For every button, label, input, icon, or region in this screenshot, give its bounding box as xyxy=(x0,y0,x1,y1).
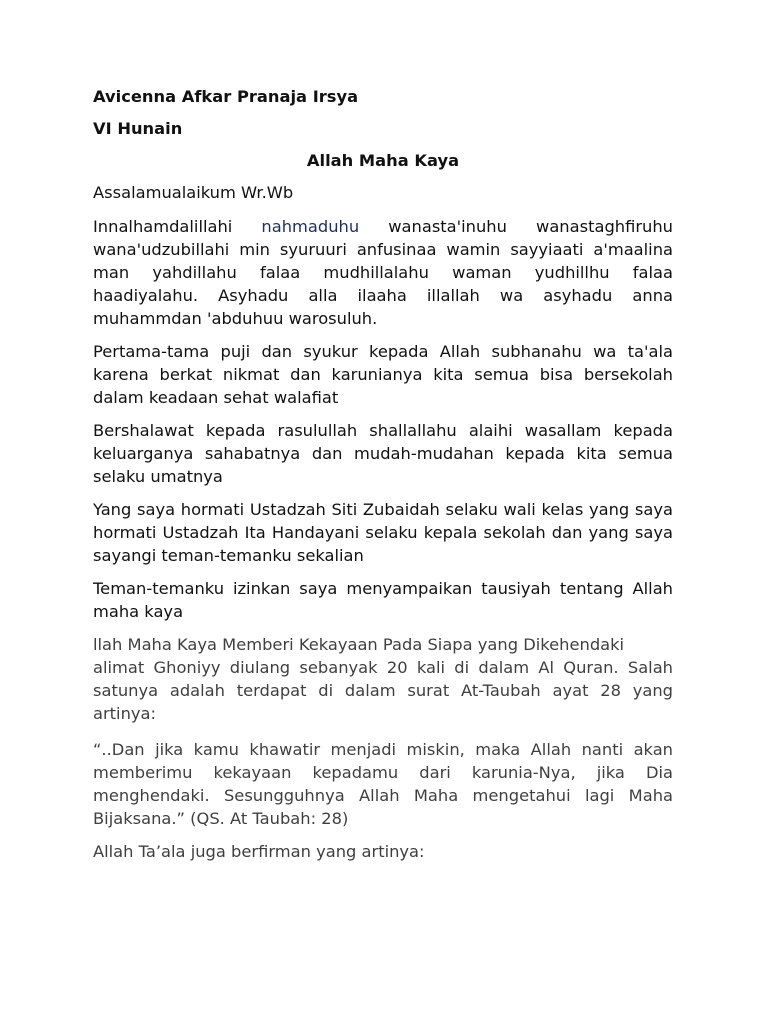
paragraph-shalawat: Bershalawat kepada rasulullah shallallahu alaihi wasallam kepada keluarganya sahabatnya dan mudah-mudahan kepada kita semua selaku umatnya xyxy=(93,421,673,486)
subheading: llah Maha Kaya Memberi Kekayaan Pada Siapa yang Dikehendaki xyxy=(93,635,625,654)
greeting: Assalamualaikum Wr.Wb xyxy=(93,183,294,202)
opening-paragraph xyxy=(93,215,673,330)
opening-text-1: Innalhamdalillahi xyxy=(93,217,262,236)
author-name: Avicenna Afkar Pranaja Irsya xyxy=(93,87,359,106)
paragraph-praise: Pertama-tama puji dan syukur kepada Allah subhanahu wa ta'ala karena berkat nikmat dan karunianya kita semua bisa bersekolah dalam keadaan sehat walafiat xyxy=(93,342,673,407)
section-block xyxy=(93,633,673,725)
paragraph-respect: Yang saya hormati Ustadzah Siti Zubaidah selaku wali kelas yang saya hormati Ustadzah Ita Handayani selaku kepala sekolah dan yang saya sayangi teman-temanku sekalian xyxy=(93,500,673,565)
page-title: Allah Maha Kaya xyxy=(306,151,460,170)
paragraph-intro: Teman-temanku izinkan saya menyampaikan tausiyah tentang Allah maha kaya xyxy=(93,579,673,621)
quote: “..Dan jika kamu khawatir menjadi miskin, maka Allah nanti akan memberimu kekayaan kepadamu dari karunia-Nya, jika Dia menghendaki. Sesungguhnya Allah Maha mengetahui lagi Maha Bijaksana.” (QS. At Taubah: 28) xyxy=(93,740,673,828)
opening-text-2: wanasta'inuhu wanastaghfiruhu wana'udzubillahi min syuruuri anfusinaa wamin sayyiaati a'maalina man yahdillahu falaa mudhillalahu waman yudhillhu falaa haadiyalahu. Asyhadu alla ilaaha illallah wa asyhadu anna muhammdan 'abduhuu warosuluh. xyxy=(93,217,673,328)
document-body xyxy=(93,85,673,863)
closing-line: Allah Ta’ala juga berfirman yang artinya: xyxy=(93,842,425,861)
class-name: VI Hunain xyxy=(93,119,183,138)
opening-highlight: nahmaduhu xyxy=(261,217,360,236)
paragraph-kalimat: alimat Ghoniyy diulang sebanyak 20 kali di dalam Al Quran. Salah satunya adalah terdapat di dalam surat At-Taubah ayat 28 yang artinya: xyxy=(93,658,673,723)
